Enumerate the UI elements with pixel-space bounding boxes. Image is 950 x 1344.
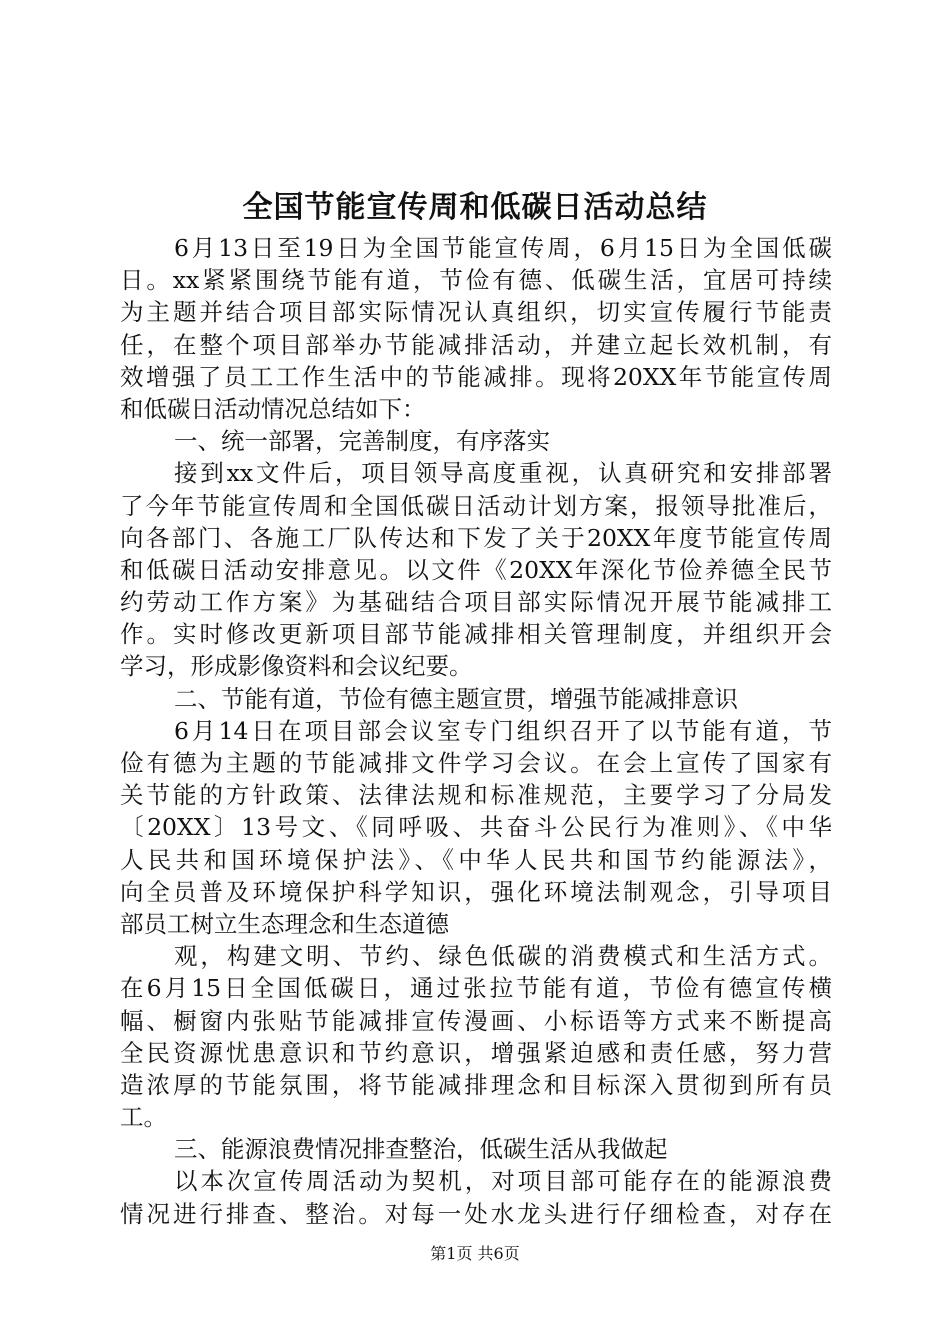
- body-line: 三、能源浪费情况排查整治，低碳生活从我做起: [174, 1135, 668, 1164]
- document-body: [120, 232, 832, 1230]
- body-line: 任，在整个项目部举办节能减排活动，并建立起长效机制，有: [120, 330, 832, 359]
- body-line: 〔20XX〕13号文、《同呼吸、共奋斗公民行为准则》、《中华: [120, 813, 832, 842]
- body-line: 一、统一部署，完善制度，有序落实: [174, 427, 550, 456]
- body-line: 造浓厚的节能氛围，将节能减排理念和目标深入贯彻到所有员: [120, 1070, 832, 1099]
- body-line: 部员工树立生态理念和生态道德: [120, 909, 449, 938]
- body-line: 向全员普及环境保护科学知识，强化环境法制观念，引导项目: [120, 877, 832, 906]
- body-line: 为主题并结合项目部实际情况认真组织，切实宣传履行节能责: [120, 298, 832, 327]
- body-line: 6月13日至19日为全国节能宣传周，6月15日为全国低碳: [174, 234, 832, 262]
- document-title: 全国节能宣传周和低碳日活动总结: [242, 190, 708, 225]
- body-line: 了今年节能宣传周和全国低碳日活动计划方案，报领导批准后，: [120, 491, 832, 520]
- body-line: 和低碳日活动情况总结如下：: [120, 394, 426, 423]
- body-line: 在6月15日全国低碳日，通过张拉节能有道，节俭有德宣传横: [120, 974, 832, 1003]
- body-line: 情况进行排查、整治。对每一处水龙头进行仔细检查，对存在: [120, 1199, 832, 1228]
- body-line: 以本次宣传周活动为契机，对项目部可能存在的能源浪费: [174, 1167, 832, 1196]
- body-line: 学习，形成影像资料和会议纪要。: [120, 652, 473, 681]
- page-footer: 第1页 共6页: [430, 1244, 520, 1263]
- body-line: 效增强了员工工作生活中的节能减排。现将20XX年节能宣传周: [120, 362, 832, 391]
- body-line: 人民共和国环境保护法》、《中华人民共和国节约能源法》，: [120, 845, 832, 874]
- body-line: 幅、橱窗内张贴节能减排宣传漫画、小标语等方式来不断提高: [120, 1006, 832, 1035]
- body-line: 俭有德为主题的节能减排文件学习会议。在会上宣传了国家有: [120, 749, 832, 777]
- body-line: 关节能的方针政策、法律法规和标准规范，主要学习了分局发: [120, 781, 832, 810]
- body-line: 和低碳日活动安排意见。以文件《20XX年深化节俭养德全民节: [120, 555, 832, 584]
- body-line: 接到xx文件后，项目领导高度重视，认真研究和安排部署: [174, 459, 832, 488]
- body-line: 向各部门、各施工厂队传达和下发了关于20XX年度节能宣传周: [120, 523, 832, 552]
- body-line: 全民资源忧患意识和节约意识，增强紧迫感和责任感，努力营: [120, 1038, 832, 1067]
- body-line: 6月14日在项目部会议室专门组织召开了以节能有道，节: [174, 716, 832, 745]
- body-line: 约劳动工作方案》为基础结合项目部实际情况开展节能减排工: [120, 588, 832, 617]
- body-line: 观，构建文明、节约、绿色低碳的消费模式和生活方式。: [174, 942, 832, 971]
- body-line: 工。: [120, 1103, 167, 1132]
- body-line: 日。xx紧紧围绕节能有道，节俭有德、低碳生活，宜居可持续: [120, 266, 832, 295]
- body-line: 二、节能有道，节俭有德主题宣贯，增强节能减排意识: [174, 684, 738, 713]
- body-line: 作。实时修改更新项目部节能减排相关管理制度，并组织开会: [120, 620, 832, 649]
